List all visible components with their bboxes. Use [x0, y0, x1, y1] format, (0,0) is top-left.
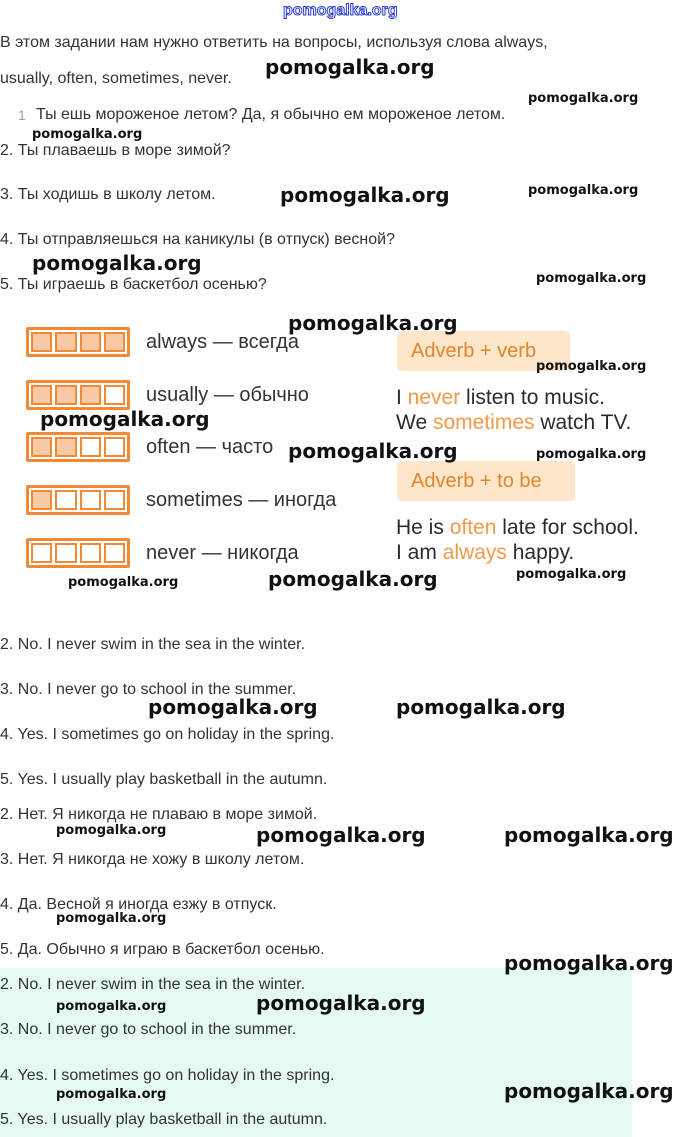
- frequency-boxes: [26, 327, 130, 357]
- answer-en-3: 3. No. I never go to school in the summer.: [0, 681, 297, 698]
- box-filled: [31, 332, 52, 352]
- intro-line-2: usually, often, sometimes, never.: [0, 70, 232, 87]
- watermark: pomogalka.org: [516, 567, 627, 582]
- frequency-boxes: [26, 538, 130, 568]
- watermark: pomogalka.org: [504, 823, 674, 847]
- rule-adverb-to-be: Adverb + to be: [397, 461, 575, 501]
- box-empty: [31, 543, 52, 563]
- watermark: pomogalka.org: [32, 127, 143, 142]
- frequency-row-usually: [26, 380, 309, 410]
- question-1-number: 1: [18, 107, 26, 123]
- frequency-row-always: [26, 327, 299, 357]
- watermark: pomogalka.org: [504, 1079, 674, 1103]
- example-text: late for school.: [496, 516, 639, 539]
- answer-final-4: 4. Yes. I sometimes go on holiday in the spring.: [0, 1067, 335, 1084]
- watermark: pomogalka.org: [504, 951, 674, 975]
- example-highlight: always: [442, 541, 507, 564]
- intro-line-1: В этом задании нам нужно ответить на вопросы, используя слова always,: [0, 34, 548, 51]
- answer-final-5: 5. Yes. I usually play basketball in the autumn.: [0, 1111, 328, 1128]
- frequency-label: often — часто: [146, 435, 274, 458]
- frequency-label: usually — обычно: [146, 383, 309, 406]
- example-text: happy.: [506, 541, 575, 564]
- question-5: 5. Ты играешь в баскетбол осенью?: [0, 276, 267, 293]
- box-empty: [80, 490, 101, 510]
- box-filled: [31, 437, 52, 457]
- answer-en-5: 5. Yes. I usually play basketball in the autumn.: [0, 771, 328, 788]
- watermark: pomogalka.org: [536, 447, 647, 462]
- frequency-row-sometimes: [26, 485, 337, 515]
- watermark: pomogalka.org: [536, 359, 647, 374]
- box-filled: [80, 332, 101, 352]
- answer-ru-5: 5. Да. Обычно я играю в баскетбол осенью.: [0, 941, 325, 958]
- frequency-boxes: [26, 432, 130, 462]
- box-empty: [104, 437, 125, 457]
- watermark: pomogalka.org: [40, 407, 210, 431]
- example-text: watch TV.: [534, 411, 632, 434]
- answer-ru-3: 3. Нет. Я никогда не хожу в школу летом.: [0, 851, 305, 868]
- answer-final-2: 2. No. I never swim in the sea in the winter.: [0, 976, 306, 993]
- box-empty: [104, 490, 125, 510]
- watermark: pomogalka.org: [148, 695, 318, 719]
- watermark: pomogalka.org: [288, 439, 458, 463]
- example-highlight: often: [449, 516, 497, 539]
- watermark: pomogalka.org: [268, 567, 438, 591]
- box-filled: [31, 490, 52, 510]
- watermark: pomogalka.org: [528, 183, 639, 198]
- box-filled: [55, 437, 76, 457]
- frequency-label: always — всегда: [146, 330, 299, 353]
- example-1: [396, 386, 605, 410]
- example-3: [396, 516, 639, 540]
- answer-ru-2: 2. Нет. Я никогда не плаваю в море зимой.: [0, 806, 318, 823]
- example-highlight: sometimes: [432, 411, 535, 434]
- box-filled: [31, 385, 52, 405]
- box-empty: [104, 543, 125, 563]
- box-empty: [80, 437, 101, 457]
- answer-final-3: 3. No. I never go to school in the summer.: [0, 1021, 297, 1038]
- watermark: pomogalka.org: [56, 823, 167, 838]
- frequency-row-never: [26, 538, 299, 568]
- box-filled: [55, 385, 76, 405]
- question-1: Ты ешь мороженое летом? Да, я обычно ем мороженое летом.: [36, 106, 506, 123]
- answer-ru-4: 4. Да. Весной я иногда езжу в отпуск.: [0, 896, 277, 913]
- watermark: pomogalka.org: [280, 183, 450, 207]
- example-4: [396, 541, 574, 565]
- box-filled: [55, 332, 76, 352]
- rule-adverb-verb: Adverb + verb: [397, 331, 570, 371]
- box-filled: [104, 332, 125, 352]
- example-text: I: [396, 386, 408, 409]
- question-2: 2. Ты плаваешь в море зимой?: [0, 142, 231, 159]
- frequency-label: sometimes — иногда: [146, 488, 337, 511]
- box-empty: [80, 543, 101, 563]
- answer-en-4: 4. Yes. I sometimes go on holiday in the spring.: [0, 726, 335, 743]
- watermark: pomogalka.org: [396, 695, 566, 719]
- watermark: pomogalka.org: [68, 575, 179, 590]
- question-4: 4. Ты отправляешься на каникулы (в отпуск) весной?: [0, 231, 395, 248]
- frequency-boxes: [26, 380, 130, 410]
- example-text: I am: [396, 541, 443, 564]
- watermark: pomogalka.org: [56, 999, 167, 1014]
- question-3: 3. Ты ходишь в школу летом.: [0, 186, 216, 203]
- watermark: pomogalka.org: [265, 55, 435, 79]
- watermark: pomogalka.org: [536, 271, 647, 286]
- answer-en-2: 2. No. I never swim in the sea in the winter.: [0, 636, 306, 653]
- box-empty: [55, 543, 76, 563]
- box-empty: [104, 385, 125, 405]
- watermark: pomogalka.org: [256, 823, 426, 847]
- watermark: pomogalka.org: [256, 991, 426, 1015]
- example-text: listen to music.: [460, 386, 605, 409]
- frequency-row-often: [26, 432, 274, 462]
- watermark: pomogalka.org: [32, 251, 202, 275]
- watermark: pomogalka.org: [56, 1087, 167, 1102]
- box-filled: [80, 385, 101, 405]
- example-highlight: never: [407, 386, 461, 409]
- example-text: He is: [396, 516, 450, 539]
- example-2: [396, 411, 631, 435]
- watermark-top: pomogalka.org: [283, 2, 398, 19]
- watermark: pomogalka.org: [528, 91, 639, 106]
- watermark: pomogalka.org: [288, 311, 458, 335]
- frequency-boxes: [26, 485, 130, 515]
- frequency-label: never — никогда: [146, 541, 299, 564]
- box-empty: [55, 490, 76, 510]
- example-text: We: [396, 411, 433, 434]
- watermark: pomogalka.org: [56, 911, 167, 926]
